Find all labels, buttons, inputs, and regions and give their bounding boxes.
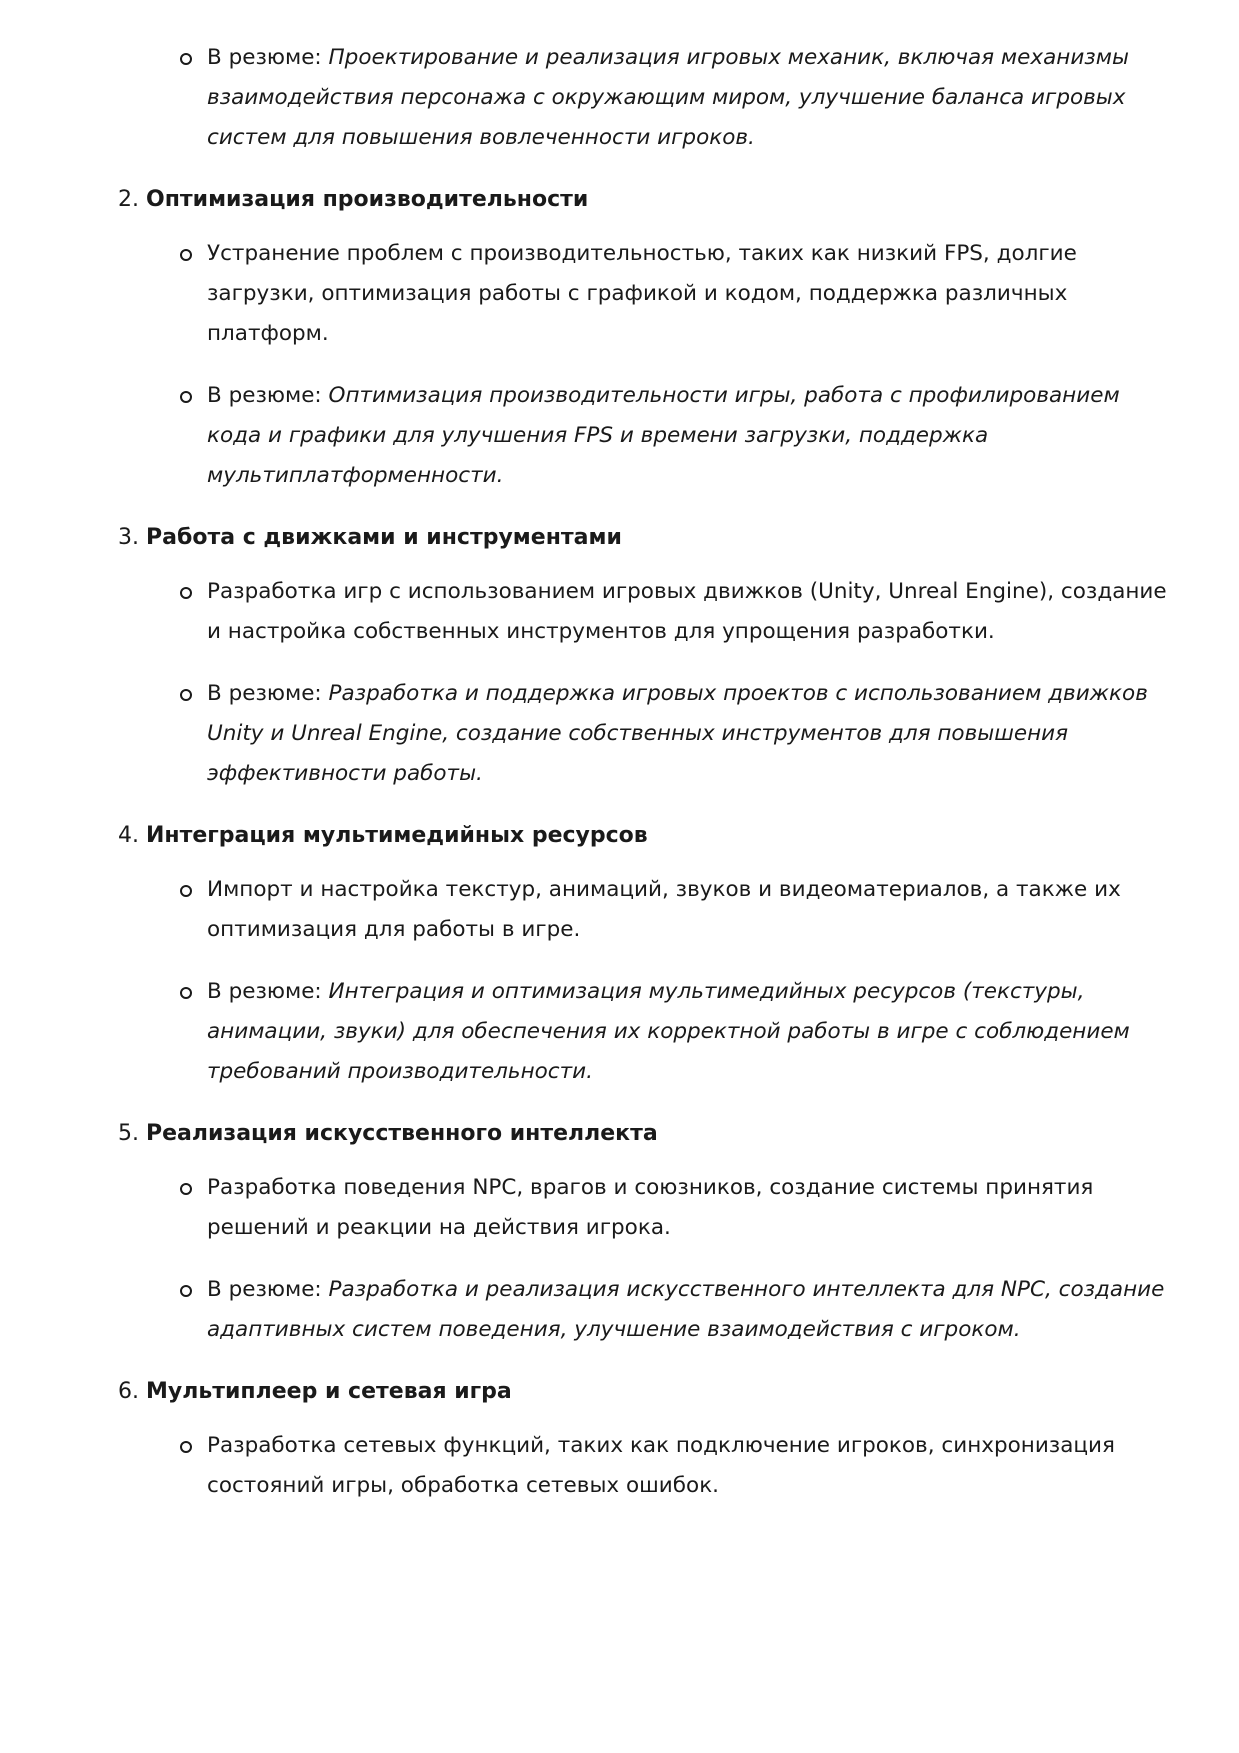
description-bullet: Устранение проблем с производительностью, таких как низкий FPS, долгие загрузки, оптимизация работы с графикой и кодом, поддержка различных платформ. [207,234,1167,354]
section-performance-optimization [0,180,1239,496]
resume-bullet [207,1270,1167,1350]
resume-lead: В резюме: [207,979,329,1004]
section-heading [118,518,1239,558]
document-page [0,38,1239,1528]
resume-text: Интеграция и оптимизация мультимедийных ресурсов (текстуры, анимации, звуки) для обеспечения их корректной работы в игре с соблюдением требований производительности. [207,979,1130,1084]
section-multiplayer-networking [0,1372,1239,1506]
resume-lead: В резюме: [207,383,329,408]
resume-text: Разработка и поддержка игровых проектов с использованием движков Unity и Unreal Engine, создание собственных инструментов для повышения эффективности работы. [207,681,1148,786]
resume-text: Проектирование и реализация игровых механик, включая механизмы взаимодействия персонажа с окружающим миром, улучшение баланса игровых систем для повышения вовлеченности игроков. [207,45,1129,150]
section-title: Интеграция мультимедийных ресурсов [146,823,648,848]
section-heading [118,816,1239,856]
resume-text: Оптимизация производительности игры, работа с профилированием кода и графики для улучшения FPS и времени загрузки, поддержка мультиплатформенности. [207,383,1120,488]
description-bullet: Разработка поведения NPC, врагов и союзников, создание системы принятия решений и реакции на действия игрока. [207,1168,1167,1248]
section-number: 6. [118,1379,139,1404]
section-engines-and-tools [0,518,1239,794]
section-artificial-intelligence [0,1114,1239,1350]
resume-bullet [207,972,1167,1092]
section-multimedia-integration [0,816,1239,1092]
section-title: Реализация искусственного интеллекта [146,1121,658,1146]
section-number: 4. [118,823,139,848]
resume-lead: В резюме: [207,45,329,70]
resume-lead: В резюме: [207,681,329,706]
resume-bullet [207,674,1167,794]
section-number: 3. [118,525,139,550]
resume-bullet [207,376,1167,496]
description-bullet: Импорт и настройка текстур, анимаций, звуков и видеоматериалов, а также их оптимизация для работы в игре. [207,870,1167,950]
section-number: 5. [118,1121,139,1146]
intro-resume-bullet [207,38,1167,158]
section-heading [118,180,1239,220]
section-heading [118,1372,1239,1412]
section-number: 2. [118,187,139,212]
section-title: Оптимизация производительности [146,187,589,212]
resume-lead: В резюме: [207,1277,329,1302]
section-heading [118,1114,1239,1154]
section-title: Работа с движками и инструментами [146,525,622,550]
description-bullet: Разработка сетевых функций, таких как подключение игроков, синхронизация состояний игры, обработка сетевых ошибок. [207,1426,1167,1506]
resume-text: Разработка и реализация искусственного интеллекта для NPC, создание адаптивных систем поведения, улучшение взаимодействия с игроком. [207,1277,1165,1342]
section-title: Мультиплеер и сетевая игра [146,1379,512,1404]
description-bullet: Разработка игр с использованием игровых движков (Unity, Unreal Engine), создание и настройка собственных инструментов для упрощения разработки. [207,572,1167,652]
